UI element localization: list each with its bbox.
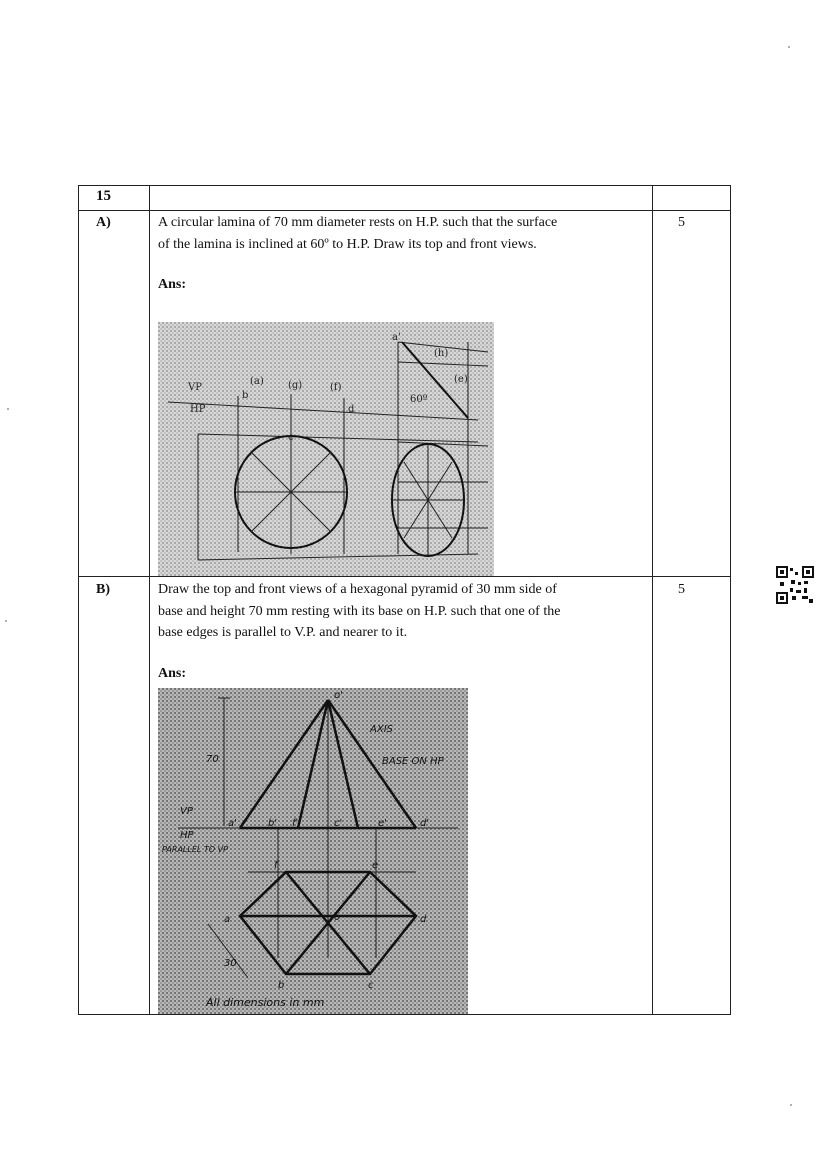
scan-speck bbox=[790, 1104, 792, 1106]
question-table bbox=[78, 185, 731, 1015]
fig-b-label: f' bbox=[292, 818, 299, 829]
row-divider bbox=[79, 576, 730, 577]
fig-b-label: b bbox=[278, 980, 285, 991]
fig-b-label: f bbox=[274, 860, 278, 871]
fig-b-label: d bbox=[420, 914, 427, 925]
part-b-marks: 5 bbox=[678, 582, 685, 597]
scan-speck bbox=[7, 408, 9, 410]
column-divider bbox=[652, 186, 653, 1014]
question-number: 15 bbox=[96, 188, 111, 204]
fig-b-label: AXIS bbox=[370, 724, 393, 735]
fig-b-label: 30 bbox=[224, 958, 237, 969]
qr-code-icon bbox=[776, 566, 814, 604]
fig-b-label: HP bbox=[180, 830, 194, 841]
fig-a-label: VP bbox=[188, 382, 202, 393]
hexagonal-pyramid-drawing bbox=[158, 688, 468, 1014]
fig-a-label: b bbox=[242, 390, 249, 401]
part-a-label: A) bbox=[96, 215, 111, 230]
scan-speck bbox=[788, 46, 790, 48]
fig-a-label: (h) bbox=[434, 348, 449, 359]
scan-speck bbox=[5, 620, 7, 622]
row-divider bbox=[79, 210, 730, 211]
fig-b-label: e bbox=[372, 860, 379, 871]
fig-b-label: VP bbox=[180, 806, 193, 817]
part-b-answer-label: Ans: bbox=[158, 666, 187, 681]
column-divider bbox=[149, 186, 150, 1014]
part-a-answer-label: Ans: bbox=[158, 277, 187, 292]
circular-lamina-drawing bbox=[158, 322, 494, 576]
fig-a-label: d bbox=[348, 404, 355, 415]
fig-a-label: 60º bbox=[410, 394, 428, 405]
part-b-question: Draw the top and front views of a hexagonal pyramid of 30 mm side of base and height 70 mm resting with its base on H.P. such that one of the base edges is parallel to V.P. and nearer to it. bbox=[158, 582, 561, 640]
fig-a-label: (a) bbox=[250, 376, 264, 387]
fig-a-label: HP bbox=[190, 404, 206, 415]
fig-b-label: o' bbox=[334, 690, 343, 701]
fig-b-label: a bbox=[224, 914, 231, 925]
fig-b-label: a' bbox=[228, 818, 237, 829]
fig-b-label: BASE ON HP bbox=[382, 756, 444, 767]
fig-a-label: (f) bbox=[330, 382, 342, 393]
part-a-question: A circular lamina of 70 mm diameter rests on H.P. such that the surface of the lamina is inclined at 60º to H.P. Draw its top and front views. bbox=[158, 215, 558, 252]
fig-a-label: a' bbox=[392, 332, 401, 343]
fig-b-label: b' bbox=[268, 818, 278, 829]
fig-b-label: e' bbox=[378, 818, 387, 829]
part-b-label: B) bbox=[96, 582, 110, 597]
fig-b-label: 70 bbox=[206, 754, 219, 765]
fig-a-label: (e) bbox=[454, 374, 468, 385]
fig-b-label: c' bbox=[334, 818, 343, 829]
fig-a-label: c bbox=[288, 432, 294, 443]
fig-b-label: All dimensions in mm bbox=[206, 996, 325, 1009]
fig-b-label: c bbox=[368, 980, 374, 991]
fig-b-label: PARALLEL TO VP bbox=[162, 845, 228, 854]
fig-b-label: o bbox=[334, 912, 341, 923]
part-a-marks: 5 bbox=[678, 215, 685, 230]
fig-b-label: d' bbox=[420, 818, 430, 829]
fig-a-label: (g) bbox=[288, 380, 303, 391]
